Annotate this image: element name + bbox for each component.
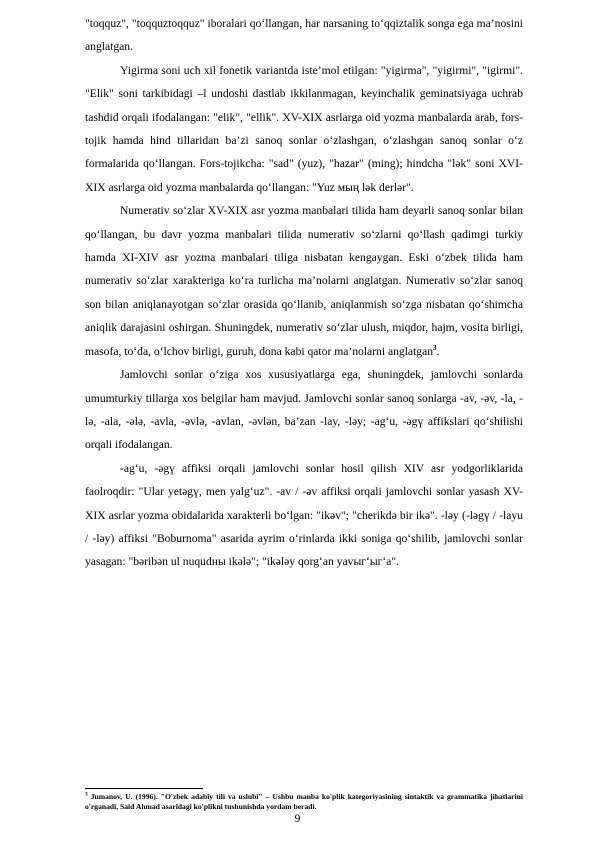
paragraph-4-text: Jamlovchi sonlar o‘ziga xos xususiyatlarga ega, shuningdek, jamlovchi sonlarda umumturkiy tillarga xos belgilar ham mavjud. Jamlovchi sonlar sanoq sonlarga -av, -əv, -la, -lə, -ala, -ələ, -avla, -əvlə, -avlan, -əvlən, ba’zan -lay, -ləy; -ag‘u, -əgү affikslari qo‘shilishi orqali ifodalangan.: [85, 368, 523, 452]
footnote-reference[interactable]: 3: [433, 343, 437, 352]
paragraph-2-text: Yigirma soni uch xil fonetik variantda iste’mol etilgan: "yigirma", "yigirmi", "igirmi". "Elik" soni tarkibidagi –l undoshi dastlab ikkilanmagan, keyinchalik geminatsiyaga uchrab tashdid orqali ifodalangan: "elik", "ellik". XV-XIX asrlarga oid yozma manbalarda arab, fors-tojik hamda hind tillaridan ba’zi sanoq sonlar o‘zlashgan, o‘zlashgan sanoq sonlar o‘z formalarida qo‘llangan. Fors-tojikcha: "sad" (yuz), "hazar" (ming); hindcha "lək" soni XVI-XIX asrlarga oid yozma manbalarda qo‘llangan: "Yuz мың lək derlər".: [85, 63, 523, 194]
page-number: 9: [294, 812, 301, 825]
paragraph-5-text: -ag‘u, -əgү affiksi orqali jamlovchi sonlar hosil qilish XIV asr yodgorliklarida faolroqdir: "Ular yetəgү, men yalg‘uz". -av / -əv affiksi orqali jamlovchi sonlar yasash XV-XIX asrlar yozma obidalarida xarakterli bo‘lgan: "ikəv"; "cherikdə bir ikə". -ləy (-ləgү / -layu / -ləy) affiksi "Boburnoma" asarida ayrim o‘rinlarda ikki soniga qo‘shilib, jamlovchi sonlar yasagan: "bəribən ul nuqudны ikələ"; "ikələy qorg‘an yavыг‘ыг‘a".: [85, 461, 523, 569]
footnote-text: Jumanov, U. (1996). "O'zbek adabiy tili va uslubi" – Ushbu manba ko'plik kategoriyasining sintaktik va grammatika jihatlarini o'rganadi, Said Ahmad asaridagi ko'plikni tushunishda yordam beradi.: [85, 792, 523, 811]
paragraph-3-suffix: .: [436, 344, 440, 358]
paragraph-3-text: Numerativ so‘zlar XV-XIX asr yozma manbalari tilida ham deyarli sanoq sonlar bilan qo‘llangan, bu davr yozma manbalari tilida numerativ so‘zlarni qo‘llash qadimgi turkiy hamda XI-XIV asr yozma manbalari tiliga nisbatan kengaygan. Eski o‘zbek tilida ham numerativ so‘zlar xarakteriga ko‘ra turlicha ma’nolarni anglatgan. Numerativ so‘zlar sanoq son bilan aniqlanayotgan so‘zlar orasida qo‘llanib, aniqlanmish so‘zga nisbatan qo‘shimcha aniqlik darajasini oshirgan. Shuningdek, numerativ so‘zlar ulush, miqdor, hajm, vosita birligi, masofa, to‘da, o‘lchov birligi, guruh, dona kabi qator ma’nolarni anglatgan: [85, 204, 523, 358]
footnote-divider: [85, 788, 203, 789]
paragraph-1-text: "toqquz", "toqquztoqquz" iboralari qo‘llangan, har narsaning to‘qqiztalik songa ega ma’nosini anglatgan.: [85, 17, 523, 54]
paragraph-2: [85, 59, 523, 199]
paragraph-4: [85, 363, 523, 457]
paragraph-3: [85, 199, 523, 363]
page-body: [85, 12, 523, 574]
paragraph-5: [85, 457, 523, 574]
paragraph-1: [85, 12, 523, 59]
footnote: [85, 792, 523, 812]
footnote-marker: 3: [85, 791, 88, 798]
